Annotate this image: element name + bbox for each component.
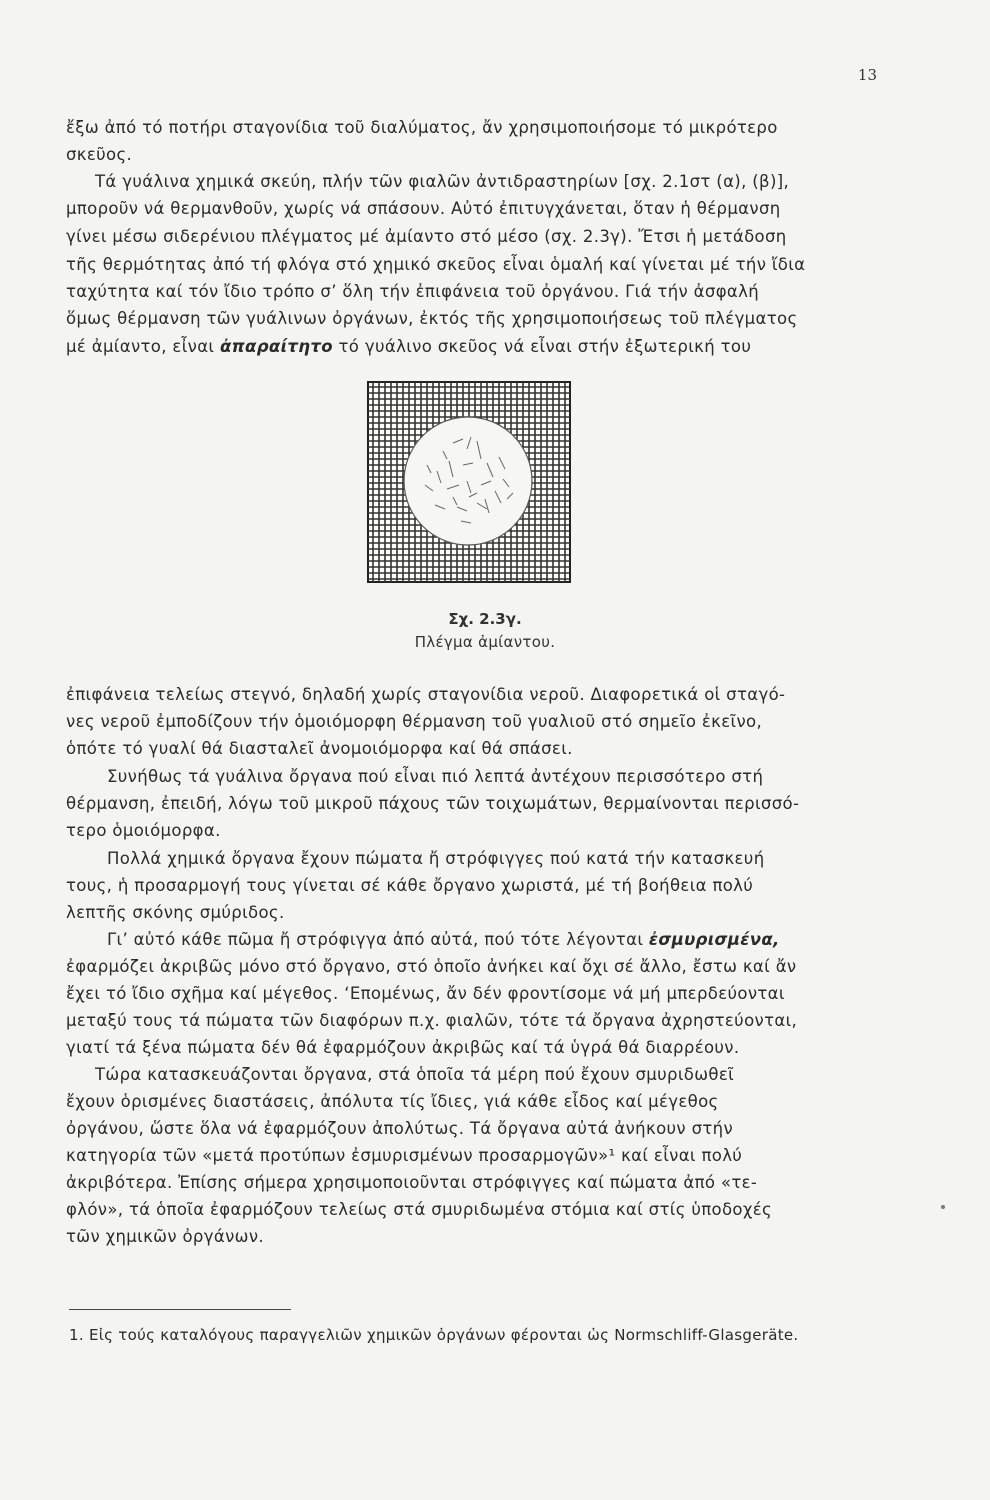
- text-line: ὀργάνου, ὥστε ὅλα νά ἐφαρμόζουν ἀπολύτως. Τά ὄργανα αὐτά ἀνήκουν στήν: [66, 1119, 734, 1138]
- text-line: γιατί τά ξένα πώματα δέν θά ἐφαρμόζουν ἀκριβῶς καί τά ὑγρά θά διαρρέουν.: [66, 1038, 740, 1057]
- asbestos-center: [404, 417, 532, 545]
- text-line: Πολλά χημικά ὄργανα ἔχουν πώματα ἤ στρόφιγγες πού κατά τήν κατασκευή: [107, 849, 765, 868]
- text-line-emphasis: [107, 932, 780, 949]
- text-line: ἀκριβότερα. Ἐπίσης σήμερα χρησιμοποιοῦνται στρόφιγγες καί πώματα ἀπό «τε-: [66, 1173, 758, 1192]
- text-line: θέρμανση, ἐπειδή, λόγω τοῦ μικροῦ πάχους τῶν τοιχωμάτων, θερμαίνονται περισσό-: [66, 794, 800, 813]
- print-speck: [941, 1205, 945, 1209]
- text-line: τερο ὁμοιόμορφα.: [66, 821, 221, 840]
- text-line: τους, ἡ προσαρμογή τους γίνεται σέ κάθε ὄργανο χωριστά, μέ τή βοήθεια πολύ: [66, 876, 754, 895]
- text-line: ἔχει τό ἴδιο σχῆμα καί μέγεθος. ‘Επομένως, ἄν δέν φροντίσομε νά μή μπερδεύονται: [66, 984, 785, 1003]
- figure-label: Σχ. 2.3γ.: [448, 610, 522, 628]
- text-line: ὅμως θέρμανση τῶν γυάλινων ὀργάνων, ἐκτός τῆς χρησιμοποιήσεως τοῦ πλέγματος: [66, 309, 798, 328]
- emphasis-word: ἀπαραίτητο: [219, 337, 333, 356]
- text-run: Γι’ αὐτό κάθε πῶμα ἤ στρόφιγγα ἀπό αὐτά, πού τότε λέγονται: [107, 930, 649, 949]
- text-line: σκεῦος.: [66, 145, 133, 164]
- text-run: τό γυάλινο σκεῦος νά εἶναι στήν ἐξωτερική του: [332, 337, 752, 356]
- text-line: λεπτῆς σκόνης σμύριδος.: [66, 903, 285, 922]
- text-line: ἔχουν ὁρισμένες διαστάσεις, ἀπόλυτα τίς ἴδιες, γιά κάθε εἶδος καί μέγεθος: [66, 1092, 719, 1111]
- text-line: Τά γυάλινα χημικά σκεύη, πλήν τῶν φιαλῶν ἀντιδραστηρίων [σχ. 2.1στ (α), (β)],: [95, 172, 790, 191]
- text-run: μέ ἀμίαντο, εἶναι: [66, 337, 220, 356]
- text-line: ἔξω ἀπό τό ποτήρι σταγονίδια τοῦ διαλύματος, ἄν χρησιμοποιήσομε τό μικρότερο: [66, 118, 778, 137]
- asbestos-gauze-figure: [367, 381, 571, 583]
- figure-caption: Πλέγμα ἀμίαντου.: [414, 633, 556, 651]
- text-line: μποροῦν νά θερμανθοῦν, χωρίς νά σπάσουν. Αὐτό ἐπιτυγχάνεται, ὅταν ἡ θέρμανση: [66, 199, 781, 218]
- text-line: ἐπιφάνεια τελείως στεγνό, δηλαδή χωρίς σταγονίδια νεροῦ. Διαφορετικά οἱ σταγό-: [66, 685, 786, 704]
- page-number: 13: [857, 66, 877, 84]
- footnote-divider: [69, 1309, 291, 1310]
- text-line: κατηγορία τῶν «μετά προτύπων ἐσμυρισμένων προσαρμογῶν»¹ καί εἶναι πολύ: [66, 1146, 743, 1165]
- text-line: μεταξύ τους τά πώματα τῶν διαφόρων π.χ. φιαλῶν, τότε τά ὄργανα ἀχρηστεύονται,: [66, 1011, 798, 1030]
- footnote: 1. Εἰς τούς καταλόγους παραγγελιῶν χημικῶν ὀργάνων φέρονται ὡς Normschliff-Glasgeräte.: [69, 1326, 799, 1344]
- text-line: ὁπότε τό γυαλί θά διασταλεῖ ἀνομοιόμορφα καί θά σπάσει.: [66, 739, 573, 758]
- text-line: γίνει μέσω σιδερένιου πλέγματος μέ ἀμίαντο στό μέσο (σχ. 2.3γ). Ἔτσι ἡ μετάδοση: [66, 227, 787, 246]
- text-line: τῶν χημικῶν ὀργάνων.: [66, 1227, 264, 1246]
- text-line: Τώρα κατασκευάζονται ὄργανα, στά ὁποῖα τά μέρη πού ἔχουν σμυριδωθεῖ: [95, 1065, 735, 1084]
- gauze-illustration: [367, 381, 571, 583]
- text-line-emphasis: [66, 339, 751, 356]
- text-line: Συνήθως τά γυάλινα ὄργανα πού εἶναι πιό λεπτά ἀντέχουν περισσότερο στή: [107, 767, 764, 786]
- text-line: φλόν», τά ὁποῖα ἐφαρμόζουν τελείως στά σμυριδωμένα στόμια καί στίς ὑποδοχές: [66, 1200, 773, 1219]
- text-line: ἐφαρμόζει ἀκριβῶς μόνο στό ὄργανο, στό ὁποῖο ἀνήκει καί ὄχι σέ ἄλλο, ἔστω καί ἄν: [66, 957, 797, 976]
- text-line: ταχύτητα καί τόν ἴδιο τρόπο σ’ ὅλη τήν ἐπιφάνεια τοῦ ὀργάνου. Γιά τήν ἀσφαλή: [66, 282, 760, 301]
- text-line: τῆς θερμότητας ἀπό τή φλόγα στό χημικό σκεῦος εἶναι ὁμαλή καί γίνεται μέ τήν ἴδια: [66, 255, 806, 274]
- emphasis-word: ἐσμυρισμένα,: [648, 930, 780, 949]
- text-line: νες νεροῦ ἐμποδίζουν τήν ὁμοιόμορφη θέρμανση τοῦ γυαλιοῦ στό σημεῖο ἐκεῖνο,: [66, 712, 763, 731]
